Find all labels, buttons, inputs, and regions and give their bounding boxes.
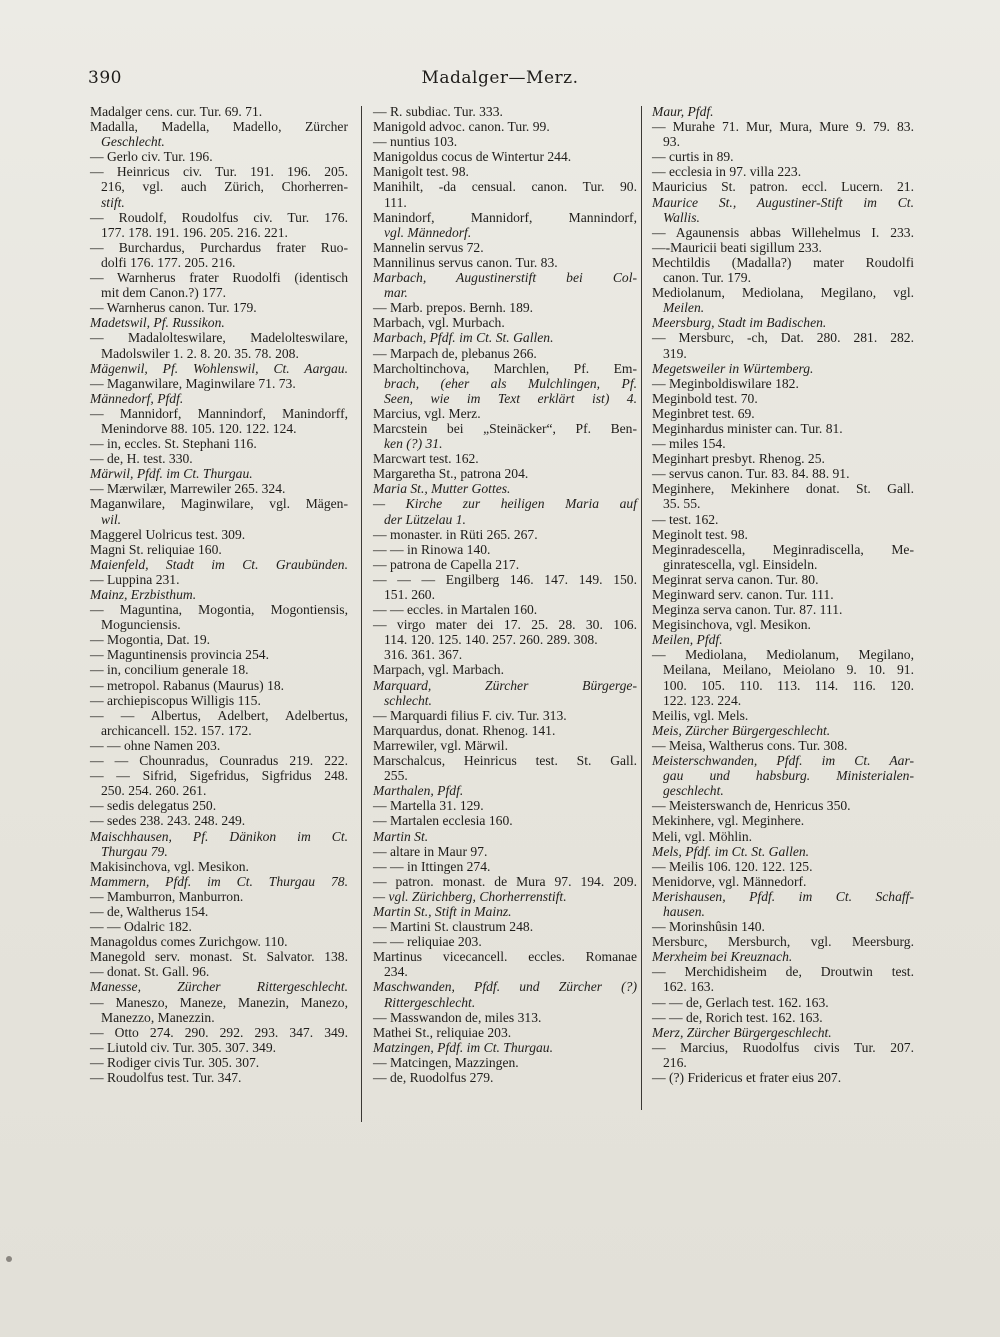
index-entry-line: Meginolt test. 98. <box>652 526 748 542</box>
index-entry-line: Madolswiler 1. 2. 8. 20. 35. 78. 208. <box>101 345 299 361</box>
index-entry-line: — Mærwilær, Marrewiler 265. 324. <box>90 481 286 497</box>
index-entry-line: — Morinshûsin 140. <box>652 919 765 935</box>
index-entry-line: Maurice St., Augustiner-Stift im Ct. <box>652 194 914 210</box>
index-entry-line: — Gerlo civ. Tur. 196. <box>90 149 213 165</box>
index-entry-line: Maria St., Mutter Gottes. <box>373 481 511 497</box>
index-entry-line: — Roudolfus test. Tur. 347. <box>90 1070 242 1085</box>
index-entry-line: Manigoldus cocus de Wintertur 244. <box>373 149 572 165</box>
index-column-3 <box>652 104 914 1085</box>
index-entry-line: dolfi 176. 177. 205. 216. <box>101 254 236 270</box>
index-entry-line: Manigolt test. 98. <box>373 164 469 180</box>
index-entry-line: Margaretha St., patrona 204. <box>373 466 529 482</box>
index-entry-line: Managoldus comes Zurichgow. 110. <box>90 934 288 950</box>
index-entry-line: hausen. <box>663 903 705 919</box>
index-entry-line: — Meilis 106. 120. 122. 125. <box>652 858 813 874</box>
index-entry-line: — altare in Maur 97. <box>373 843 488 859</box>
index-entry-line: —-Mauricii beati sigillum 233. <box>652 239 822 255</box>
index-entry-line: mit dem Canon.?) 177. <box>101 285 226 301</box>
index-entry-line: Meginbold test. 70. <box>652 390 758 406</box>
index-entry-line: — sedes 238. 243. 248. 249. <box>90 813 246 829</box>
index-entry-line: — Marpach de, plebanus 266. <box>373 345 537 361</box>
index-entry-line: — patron. monast. de Mura 97. 194. 209. <box>373 873 637 889</box>
index-entry-line: — — in Ittingen 274. <box>373 858 491 874</box>
index-entry-line: — Meisterswanch de, Henricus 350. <box>652 798 851 814</box>
index-entry-line: wil. <box>101 511 122 527</box>
index-entry-line: — metropol. Rabanus (Maurus) 18. <box>90 677 285 693</box>
index-entry-line: Maienfeld, Stadt im Ct. Graubünden. <box>90 556 348 572</box>
index-entry-line: Manigold advoc. canon. Tur. 99. <box>373 119 550 135</box>
index-entry-line: mar. <box>384 285 408 301</box>
index-entry-line: — servus canon. Tur. 83. 84. 88. 91. <box>652 466 850 482</box>
index-entry-line: — — reliquiae 203. <box>373 934 482 950</box>
index-entry-line: Mathei St., reliquiae 203. <box>373 1024 512 1040</box>
index-entry-line: Martin St. <box>373 828 429 844</box>
running-title: Madalger—Merz. <box>421 68 579 88</box>
index-entry-line: — — in Rinowa 140. <box>373 541 491 557</box>
index-entry-line: Marquard, Zürcher Bürgerge- <box>373 677 637 693</box>
index-entry-line: Manihilt, -da censual. canon. Tur. 90. <box>373 179 637 195</box>
index-entry-line: — de, Waltherus 154. <box>90 903 209 919</box>
index-entry-line: — Mersburc, -ch, Dat. 280. 281. 282. <box>652 330 914 346</box>
index-entry-line: — Rodiger civis Tur. 305. 307. <box>90 1054 260 1070</box>
index-entry-line: — Meisa, Waltherus cons. Tur. 308. <box>652 737 848 753</box>
index-entry-line: — Martella 31. 129. <box>373 798 484 814</box>
index-entry-line: — Roudolf, Roudolfus civ. Tur. 176. <box>90 209 348 225</box>
index-entry-line: 234. <box>384 964 408 980</box>
index-entry-line: 319. <box>663 345 687 361</box>
index-entry-line: brach, (eher als Mulchlingen, Pf. <box>384 375 637 391</box>
index-entry-line: Marcius, vgl. Merz. <box>373 405 481 421</box>
index-entry-line: — — Odalric 182. <box>90 919 192 935</box>
index-entry-line: Madetswil, Pf. Russikon. <box>90 315 225 331</box>
column-divider <box>361 106 362 1122</box>
index-entry-line: — — de, Rorich test. 162. 163. <box>652 1009 823 1025</box>
index-entry-line: gau und habsburg. Ministerialen- <box>663 768 914 784</box>
index-entry-line: Megisinchova, vgl. Mesikon. <box>652 617 811 633</box>
index-entry-line: — Madalolteswilare, Madelolteswilare, <box>90 330 348 346</box>
index-entry-line: Meilana, Meilano, Meiolano 9. 10. 91. <box>663 662 914 678</box>
index-entry-line: Meginhardus minister can. Tur. 81. <box>652 420 843 436</box>
index-entry-line: Mannelin servus 72. <box>373 239 484 255</box>
index-entry-line: Marcwart test. 162. <box>373 451 479 467</box>
index-entry-line: stift. <box>101 194 125 210</box>
page-number: 390 <box>88 68 122 88</box>
index-entry-line: Manindorf, Mannidorf, Mannindorf, <box>373 209 637 225</box>
index-entry-line: Thurgau 79. <box>101 843 168 859</box>
index-entry-line: — de, H. test. 330. <box>90 451 193 467</box>
index-entry-line: Mogunciensis. <box>101 617 181 633</box>
index-entry-line: 162. 163. <box>663 979 714 995</box>
index-entry-line: — Meginboldiswilare 182. <box>652 375 799 391</box>
index-entry-line: Meginhart presbyt. Rhenog. 25. <box>652 451 825 467</box>
index-entry-line: — test. 162. <box>652 511 719 527</box>
index-entry-line: Marbach, vgl. Murbach. <box>373 315 505 331</box>
index-entry-line: Meersburg, Stadt im Badischen. <box>652 315 827 331</box>
index-entry-line: — monaster. in Rüti 265. 267. <box>373 526 538 542</box>
index-entry-line: — — — Engilberg 146. 147. 149. 150. <box>373 571 637 587</box>
index-entry-line: Marcstein bei „Steinäcker“, Pf. Ben- <box>373 420 637 436</box>
index-entry-line: Mechtildis (Madalla?) mater Roudolfi <box>652 254 914 270</box>
index-entry-line: Madalger cens. cur. Tur. 69. 71. <box>90 104 263 119</box>
index-entry-line: — Matcingen, Mazzingen. <box>373 1054 519 1070</box>
index-entry-line: — Liutold civ. Tur. 305. 307. 349. <box>90 1039 277 1055</box>
index-entry-line: Mainz, Erzbisthum. <box>90 587 197 602</box>
index-entry-line: 35. 55. <box>663 496 701 512</box>
index-entry-line: 122. 123. 224. <box>663 692 742 708</box>
index-entry-line: — miles 154. <box>652 436 726 452</box>
index-entry-line: — Otto 274. 290. 292. 293. 347. 349. <box>90 1024 348 1040</box>
index-entry-line: — Warnherus frater Ruodolfi (identisch <box>90 270 348 286</box>
index-entry-line: Meilis, vgl. Mels. <box>652 707 749 723</box>
index-entry-line: Merz, Zürcher Bürgergeschlecht. <box>652 1024 832 1040</box>
index-entry-line: Menidorve, vgl. Männedorf. <box>652 873 807 889</box>
index-entry-line: — Kirche zur heiligen Maria auf <box>373 496 637 512</box>
index-entry-line: — (?) Fridericus et frater eius 207. <box>652 1070 842 1085</box>
index-entry-line: — Agaunensis abbas Willehelmus I. 233. <box>652 224 914 240</box>
index-entry-line: Mauricius St. patron. eccl. Lucern. 21. <box>652 179 914 195</box>
index-entry-line: Meginrat serva canon. Tur. 80. <box>652 571 819 587</box>
index-entry-line: — Merchidisheim de, Droutwin test. <box>652 964 914 980</box>
index-entry-line: Meilen, Pfdf. <box>652 632 723 648</box>
index-entry-line: 216, vgl. auch Zürich, Chorherren- <box>101 179 348 195</box>
index-entry-line: Maganwilare, Maginwilare, vgl. Mägen- <box>90 496 348 512</box>
index-entry-line: Maschwanden, Pfdf. und Zürcher (?) <box>373 979 637 995</box>
index-entry-line: Wallis. <box>663 209 700 225</box>
paper-blemish <box>6 1256 12 1262</box>
index-entry-line: — in, concilium generale 18. <box>90 662 249 678</box>
index-entry-line: — Mogontia, Dat. 19. <box>90 632 211 648</box>
index-entry-line: Manegold serv. monast. St. Salvator. 138. <box>90 949 348 965</box>
index-entry-line: Madalla, Madella, Madello, Zürcher <box>90 119 348 135</box>
index-entry-line: Martin St., Stift in Mainz. <box>373 903 512 919</box>
index-entry-line: — Marb. prepos. Bernh. 189. <box>373 300 534 316</box>
index-entry-line: — Marquardi filius F. civ. Tur. 313. <box>373 707 567 723</box>
index-entry-line: Mammern, Pfdf. im Ct. Thurgau 78. <box>90 873 348 889</box>
index-entry-line: Meginza serva canon. Tur. 87. 111. <box>652 602 843 618</box>
index-entry-line: Makisinchova, vgl. Mesikon. <box>90 858 249 874</box>
index-entry-line: vgl. Männedorf. <box>384 224 472 240</box>
index-column-1 <box>90 104 348 1085</box>
index-entry-line: 114. 120. 125. 140. 257. 260. 289. 308. <box>384 632 598 648</box>
index-entry-line: Märwil, Pfdf. im Ct. Thurgau. <box>90 466 253 482</box>
index-entry-line: 216. <box>663 1054 687 1070</box>
index-entry-line: Marschalcus, Heinricus test. St. Gall. <box>373 753 637 769</box>
index-entry-line: Marthalen, Pfdf. <box>373 783 464 799</box>
index-entry-line: 100. 105. 110. 113. 114. 116. 120. <box>663 677 914 693</box>
index-entry-line: — curtis in 89. <box>652 149 734 165</box>
index-entry-line: Marcholtinchova, Marchlen, Pf. Em- <box>373 360 637 376</box>
index-entry-line: — de, Ruodolfus 279. <box>373 1070 494 1085</box>
index-entry-line: Mägenwil, Pf. Wohlenswil, Ct. Aargau. <box>90 360 348 376</box>
index-entry-line: Rittergeschlecht. <box>384 994 476 1010</box>
index-entry-line: Martinus vicecancell. eccles. Romanae <box>373 949 637 965</box>
index-entry-line: Maggerel Uolricus test. 309. <box>90 526 246 542</box>
index-entry-line: 177. 178. 191. 196. 205. 216. 221. <box>101 224 288 240</box>
index-entry-line: ginratescella, vgl. Einsideln. <box>663 556 818 572</box>
index-entry-line: Marbach, Augustinerstift bei Col- <box>373 270 637 286</box>
index-entry-line: — Burchardus, Purchardus frater Ruo- <box>90 239 348 255</box>
index-entry-line: — vgl. Zürichberg, Chorherrenstift. <box>373 888 567 904</box>
index-entry-line: Marrewiler, vgl. Märwil. <box>373 737 508 753</box>
index-entry-line: Mels, Pfdf. im Ct. St. Gallen. <box>652 843 810 859</box>
index-entry-line: Matzingen, Pfdf. im Ct. Thurgau. <box>373 1039 553 1055</box>
index-entry-line: 93. <box>663 134 680 150</box>
index-entry-line: — — de, Gerlach test. 162. 163. <box>652 994 829 1010</box>
index-entry-line: — — Chounradus, Counradus 219. 222. <box>90 753 348 769</box>
index-entry-line: archicancell. 152. 157. 172. <box>101 722 252 738</box>
index-entry-line: — Maneszo, Maneze, Manezin, Manezo, <box>90 994 348 1010</box>
index-entry-line: — Marcius, Ruodolfus civis Tur. 207. <box>652 1039 914 1055</box>
index-entry-line: schlecht. <box>384 692 432 708</box>
index-entry-line: Meginradescella, Meginradiscella, Me- <box>652 541 914 557</box>
index-entry-line: — Maguntina, Mogontia, Mogontiensis, <box>90 602 348 618</box>
index-entry-line: Maischhausen, Pf. Dänikon im Ct. <box>90 828 348 844</box>
index-entry-line: — Mannidorf, Mannindorf, Manindorff, <box>90 405 348 421</box>
index-entry-line: Geschlecht. <box>101 134 165 150</box>
index-entry-line: der Lützelau 1. <box>384 511 466 527</box>
index-entry-line: Meis, Zürcher Bürgergeschlecht. <box>652 722 831 738</box>
index-entry-line: Meginbret test. 69. <box>652 405 755 421</box>
index-entry-line: Mediolanum, Mediolana, Megilano, vgl. <box>652 285 914 301</box>
index-entry-line: Meilen. <box>663 300 705 316</box>
index-entry-line: — — Sifrid, Sigefridus, Sigfridus 248. <box>90 768 348 784</box>
index-entry-line: 111. <box>384 194 407 210</box>
index-entry-line: — sedis delegatus 250. <box>90 798 217 814</box>
index-entry-line: — Martalen ecclesia 160. <box>373 813 513 829</box>
index-entry-line: — Maganwilare, Maginwilare 71. 73. <box>90 375 296 391</box>
index-entry-line: Mekinhere, vgl. Meginhere. <box>652 813 805 829</box>
index-entry-line: Meginward serv. canon. Tur. 111. <box>652 587 834 602</box>
index-entry-line: — Murahe 71. Mur, Mura, Mure 9. 79. 83. <box>652 119 914 135</box>
index-entry-line: — patrona de Capella 217. <box>373 556 520 572</box>
index-entry-line: Meisterschwanden, Pfdf. im Ct. Aar- <box>652 753 914 769</box>
index-entry-line: Maur, Pfdf. <box>652 104 714 119</box>
index-entry-line: Meli, vgl. Möhlin. <box>652 828 753 844</box>
index-entry-line: — Mediolana, Mediolanum, Megilano, <box>652 647 914 663</box>
index-entry-line: Meginhere, Mekinhere donat. St. Gall. <box>652 481 914 497</box>
index-entry-line: — Luppina 231. <box>90 571 180 587</box>
index-entry-line: — Maguntinensis provincia 254. <box>90 647 269 663</box>
index-entry-line: — — eccles. in Martalen 160. <box>373 602 538 618</box>
index-entry-line: Seen, wie im Text erklärt ist) 4. <box>384 390 637 406</box>
index-entry-line: — Mamburron, Manburron. <box>90 888 244 904</box>
index-entry-line: — virgo mater dei 17. 25. 28. 30. 106. <box>373 617 637 633</box>
index-entry-line: geschlecht. <box>663 783 724 799</box>
index-entry-line: Menindorve 88. 105. 120. 122. 124. <box>101 420 297 436</box>
index-entry-line: Männedorf, Pfdf. <box>90 390 184 406</box>
index-entry-line: 255. <box>384 768 408 784</box>
index-entry-line: — archiepiscopus Willigis 115. <box>90 692 261 708</box>
index-entry-line: — Heinricus civ. Tur. 191. 196. 205. <box>90 164 348 180</box>
index-entry-line: — Martini St. claustrum 248. <box>373 919 534 935</box>
index-entry-line: — R. subdiac. Tur. 333. <box>373 104 503 119</box>
index-entry-line: Magni St. reliquiae 160. <box>90 541 222 557</box>
index-entry-line: ken (?) 31. <box>384 436 443 452</box>
index-entry-line: canon. Tur. 179. <box>663 270 751 286</box>
index-entry-line: — Masswandon de, miles 313. <box>373 1009 542 1025</box>
index-entry-line: Mannilinus servus canon. Tur. 83. <box>373 254 558 270</box>
index-entry-line: — — ohne Namen 203. <box>90 737 221 753</box>
index-entry-line: 250. 254. 260. 261. <box>101 783 207 799</box>
index-entry-line: — ecclesia in 97. villa 223. <box>652 164 802 180</box>
column-divider <box>641 106 642 1110</box>
index-entry-line: Manesse, Zürcher Rittergeschlecht. <box>90 979 348 995</box>
index-column-2 <box>373 104 637 1085</box>
index-entry-line: 151. 260. <box>384 587 435 602</box>
index-entry-line: — Warnherus canon. Tur. 179. <box>90 300 257 316</box>
index-entry-line: Manezzo, Manezzin. <box>101 1009 215 1025</box>
index-entry-line: Marpach, vgl. Marbach. <box>373 662 504 678</box>
index-entry-line: Merishausen, Pfdf. im Ct. Schaff- <box>652 888 914 904</box>
index-entry-line: Marquardus, donat. Rhenog. 141. <box>373 722 556 738</box>
index-entry-line: — nuntius 103. <box>373 134 458 150</box>
index-entry-line: Megetsweiler in Würtemberg. <box>652 360 814 376</box>
index-entry-line: Marbach, Pfdf. im Ct. St. Gallen. <box>373 330 554 346</box>
index-entry-line: — donat. St. Gall. 96. <box>90 964 210 980</box>
index-entry-line: — in, eccles. St. Stephani 116. <box>90 436 257 452</box>
index-entry-line: Merxheim bei Kreuznach. <box>652 949 793 965</box>
index-entry-line: — — Albertus, Adelbert, Adelbertus, <box>90 707 348 723</box>
index-entry-line: Mersburc, Mersburch, vgl. Meersburg. <box>652 934 914 950</box>
index-entry-line: 316. 361. 367. <box>384 647 463 663</box>
